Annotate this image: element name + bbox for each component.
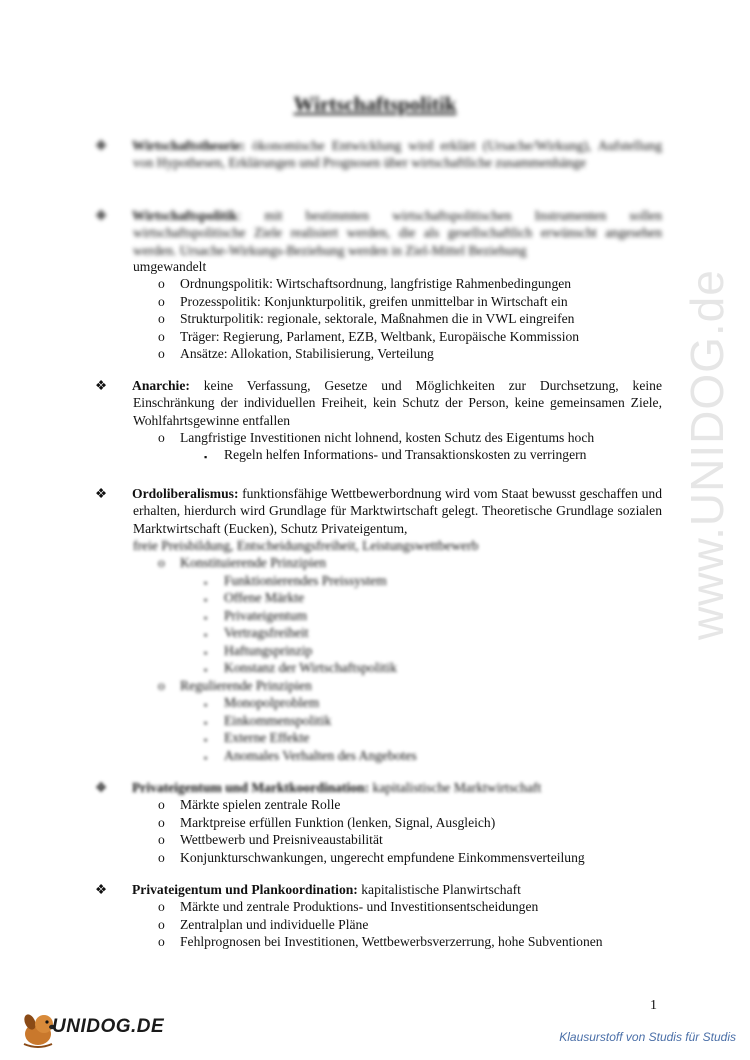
circle-bullet-icon: o	[158, 797, 165, 813]
section-wirtschaftspolitik	[95, 207, 662, 363]
list-item-text: Fehlprognosen bei Investitionen, Wettbewerbsverzerrung, hohe Subventionen	[180, 934, 603, 950]
list-item	[114, 293, 662, 311]
list-item-text: Regulierende Prinzipien	[180, 677, 312, 693]
circle-bullet-icon: o	[158, 429, 165, 445]
list-item	[114, 916, 662, 934]
section-term: Anarchie:	[132, 378, 190, 393]
circle-bullet-icon: o	[158, 346, 165, 362]
list-subitem-text: Konstanz der Wirtschaftspolitik	[224, 660, 397, 676]
list-subitem	[114, 589, 662, 607]
section-text-end: umgewandelt	[133, 258, 207, 274]
list-item	[114, 677, 662, 695]
list-subitem	[114, 694, 662, 712]
list-subitem	[114, 712, 662, 730]
circle-bullet-icon: o	[158, 849, 165, 865]
list-subitem-text: Regeln helfen Informations- und Transaktionskosten zu verringern	[224, 447, 587, 463]
list-item	[114, 310, 662, 328]
section-text: keine Verfassung, Gesetze und Möglichkeiten zur Durchsetzung, keine Einschränkung der individuellen Freiheit, kein Schutz der Person, keine gemeinsamen Ziele, Wohlfahrtsgewinne entfallen	[133, 378, 662, 428]
footer-slogan: Klausurstoff von Studis für Studis	[559, 1030, 736, 1044]
square-bullet-icon: ▪	[204, 735, 208, 746]
list-item-text: Zentralplan und individuelle Pläne	[180, 916, 369, 932]
list-subitem-text: Anomales Verhalten des Angebotes	[224, 747, 417, 763]
circle-bullet-icon: o	[158, 916, 165, 932]
page-number: 1	[650, 998, 657, 1013]
list-subitem-text: Offene Märkte	[224, 590, 305, 606]
circle-bullet-icon: o	[158, 832, 165, 848]
list-item-text: Strukturpolitik: regionale, sektorale, Maßnahmen die in VWL eingreifen	[180, 311, 575, 327]
list-subitem	[114, 642, 662, 660]
list-subitem-text: Funktionierendes Preissystem	[224, 572, 387, 588]
section-text: kapitalistische Marktwirtschaft	[372, 780, 542, 795]
section-term: Ordoliberalismus:	[132, 486, 239, 501]
list-subitem-text: Externe Effekte	[224, 730, 310, 746]
list-item	[114, 933, 662, 951]
square-bullet-icon: ▪	[204, 665, 208, 676]
section-plankoordination	[95, 881, 662, 951]
circle-bullet-icon: o	[158, 293, 165, 309]
list-item	[114, 831, 662, 849]
list-item-text: Wettbewerb und Preisniveaustabilität	[180, 832, 383, 848]
circle-bullet-icon: o	[158, 555, 165, 571]
list-subitem-text: Vertragsfreiheit	[224, 625, 309, 641]
section-term: Privateigentum und Marktkoordination:	[132, 780, 370, 795]
square-bullet-icon: ▪	[204, 700, 208, 711]
list-item	[114, 275, 662, 293]
diamond-bullet-icon: ❖	[95, 780, 108, 795]
list-item-text: Ordnungspolitik: Wirtschaftsordnung, langfristige Rahmenbedingungen	[180, 276, 572, 292]
list-item	[114, 898, 662, 916]
circle-bullet-icon: o	[158, 276, 165, 292]
section-term: Wirtschaftstheorie:	[132, 138, 245, 153]
list-subitem-text: Monopolproblem	[224, 695, 320, 711]
logo-text: UNIDOG.DE	[52, 1016, 165, 1037]
list-subitem	[114, 572, 662, 590]
list-item	[114, 429, 662, 447]
list-item-text: Marktpreise erfüllen Funktion (lenken, Signal, Ausgleich)	[180, 814, 496, 830]
diamond-bullet-icon: ❖	[95, 378, 108, 393]
section-term: Wirtschaftspolitik	[132, 208, 238, 223]
list-item-text: Konjunkturschwankungen, ungerecht empfundene Einkommensverteilung	[180, 849, 585, 865]
page-title: Wirtschaftspolitik	[293, 92, 457, 116]
list-item	[114, 345, 662, 363]
list-subitem-text: Einkommenspolitik	[224, 712, 332, 728]
diamond-bullet-icon: ❖	[95, 486, 108, 501]
list-subitem	[114, 624, 662, 642]
list-item	[114, 796, 662, 814]
diamond-bullet-icon: ❖	[95, 208, 108, 223]
list-subitem-text: Haftungsprinzip	[224, 642, 313, 658]
list-subitem-text: Privateigentum	[224, 607, 308, 623]
square-bullet-icon: ▪	[204, 752, 208, 763]
list-item-text: Langfristige Investitionen nicht lohnend, kosten Schutz des Eigentums hoch	[180, 429, 595, 445]
list-item-text: Märkte spielen zentrale Rolle	[180, 797, 341, 813]
list-item	[114, 328, 662, 346]
list-subitem	[114, 747, 662, 765]
list-subitem	[114, 659, 662, 677]
square-bullet-icon: ▪	[204, 630, 208, 641]
list-item-text: Märkte und zentrale Produktions- und Investitionsentscheidungen	[180, 899, 539, 915]
section-text: funktionsfähige Wettbewerbordnung wird vom Staat bewusst geschaffen und erhalten, hierdurch wird Grundlage für Marktwirtschaft gelegt. Theoretische Grundlage sozialen Marktwirtschaft (Eucken), Schutz Privateigentum,	[133, 486, 662, 536]
square-bullet-icon: ▪	[204, 452, 208, 463]
circle-bullet-icon: o	[158, 899, 165, 915]
section-ordoliberalismus	[95, 485, 662, 764]
list-item	[114, 814, 662, 832]
square-bullet-icon: ▪	[204, 595, 208, 606]
circle-bullet-icon: o	[158, 311, 165, 327]
section-text: kapitalistische Planwirtschaft	[361, 882, 521, 897]
list-item	[114, 849, 662, 867]
section-text: ökonomische Entwicklung wird erklärt (Ursache/Wirkung), Aufstellung von Hypothesen, Erklärungen und Prognosen über wirtschaftliche zusammenhänge	[133, 138, 663, 171]
list-item	[114, 554, 662, 572]
section-anarchie	[95, 377, 662, 464]
list-item-text: Konstituierende Prinzipien	[180, 555, 327, 571]
list-subitem	[114, 446, 662, 464]
circle-bullet-icon: o	[158, 677, 165, 693]
diamond-bullet-icon: ❖	[95, 882, 108, 897]
circle-bullet-icon: o	[158, 814, 165, 830]
list-item-text: Träger: Regierung, Parlament, EZB, Weltbank, Europäische Kommission	[180, 328, 580, 344]
section-wirtschaftstheorie	[95, 137, 663, 172]
square-bullet-icon: ▪	[204, 647, 208, 658]
square-bullet-icon: ▪	[204, 717, 208, 728]
square-bullet-icon: ▪	[204, 577, 208, 588]
square-bullet-icon: ▪	[204, 612, 208, 623]
section-text: : mit bestimmten wirtschaftspolitischen Instrumenten sollen wirtschaftspolitische Ziele realisiert werden, die als gesellschaftlich erwünscht angesehen werden. Ursache-Wirkungs-Beziehung werden in Ziel-Mittel Beziehung	[133, 208, 662, 258]
list-item-text: Ansätze: Allokation, Stabilisierung, Verteilung	[180, 346, 434, 362]
section-text-blurred: freie Preisbildung, Entscheidungsfreiheit, Leistungswettbewerb	[133, 537, 479, 553]
watermark: www.UNIDOG.de	[681, 269, 733, 640]
list-subitem	[114, 729, 662, 747]
circle-bullet-icon: o	[158, 934, 165, 950]
circle-bullet-icon: o	[158, 328, 165, 344]
section-term: Privateigentum und Plankoordination:	[132, 882, 358, 897]
list-subitem	[114, 607, 662, 625]
section-marktkoordination	[95, 779, 662, 866]
list-item-text: Prozesspolitik: Konjunkturpolitik, greifen unmittelbar in Wirtschaft ein	[180, 293, 568, 309]
diamond-bullet-icon: ❖	[95, 138, 108, 153]
